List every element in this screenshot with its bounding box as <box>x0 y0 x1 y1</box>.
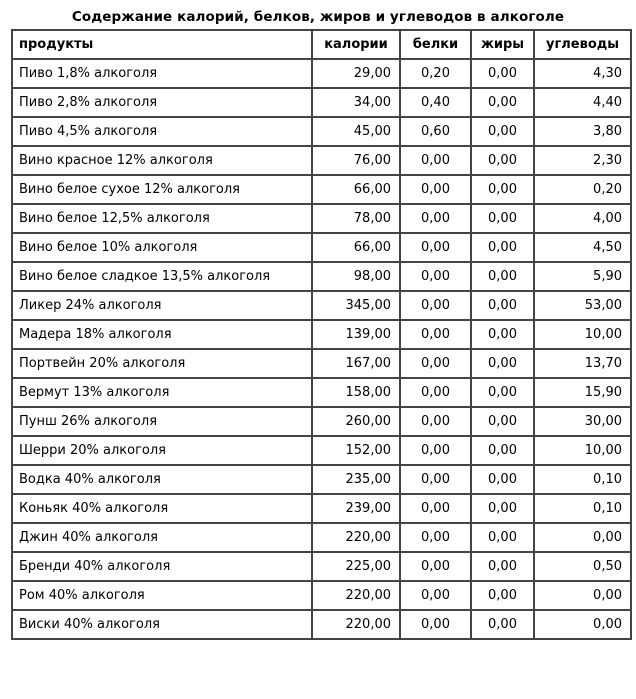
table-body <box>12 59 631 639</box>
table-row <box>12 175 631 204</box>
product-name-cell: Пунш 26% алкоголя <box>12 407 312 436</box>
product-name-cell: Вино белое сладкое 13,5% алкоголя <box>12 262 312 291</box>
table-row <box>12 146 631 175</box>
product-name-cell: Бренди 40% алкоголя <box>12 552 312 581</box>
product-name-cell: Вино красное 12% алкоголя <box>12 146 312 175</box>
product-name-cell: Ром 40% алкоголя <box>12 581 312 610</box>
table-row <box>12 320 631 349</box>
proteins-cell: 0,00 <box>400 552 471 581</box>
proteins-cell: 0,00 <box>400 291 471 320</box>
calories-cell: 220,00 <box>312 581 400 610</box>
carbs-cell: 0,10 <box>534 465 631 494</box>
proteins-cell: 0,00 <box>400 581 471 610</box>
fats-cell: 0,00 <box>471 349 534 378</box>
product-name-cell: Вино белое сухое 12% алкоголя <box>12 175 312 204</box>
fats-cell: 0,00 <box>471 262 534 291</box>
nutrition-table <box>11 29 632 640</box>
table-row <box>12 581 631 610</box>
calories-cell: 220,00 <box>312 523 400 552</box>
carbs-cell: 0,50 <box>534 552 631 581</box>
fats-cell: 0,00 <box>471 494 534 523</box>
proteins-cell: 0,00 <box>400 175 471 204</box>
table-row <box>12 262 631 291</box>
product-name-cell: Мадера 18% алкоголя <box>12 320 312 349</box>
fats-cell: 0,00 <box>471 233 534 262</box>
product-name-cell: Пиво 1,8% алкоголя <box>12 59 312 88</box>
product-name-cell: Пиво 2,8% алкоголя <box>12 88 312 117</box>
fats-cell: 0,00 <box>471 291 534 320</box>
proteins-cell: 0,00 <box>400 407 471 436</box>
carbs-cell: 4,30 <box>534 59 631 88</box>
fats-cell: 0,00 <box>471 146 534 175</box>
carbs-cell: 0,20 <box>534 175 631 204</box>
proteins-cell: 0,00 <box>400 494 471 523</box>
fats-cell: 0,00 <box>471 88 534 117</box>
carbs-cell: 15,90 <box>534 378 631 407</box>
fats-cell: 0,00 <box>471 378 534 407</box>
table-row <box>12 436 631 465</box>
table-row <box>12 117 631 146</box>
carbs-cell: 4,50 <box>534 233 631 262</box>
carbs-cell: 3,80 <box>534 117 631 146</box>
header-proteins: белки <box>400 30 471 59</box>
calories-cell: 167,00 <box>312 349 400 378</box>
fats-cell: 0,00 <box>471 523 534 552</box>
product-name-cell: Водка 40% алкоголя <box>12 465 312 494</box>
fats-cell: 0,00 <box>471 407 534 436</box>
calories-cell: 29,00 <box>312 59 400 88</box>
calories-cell: 345,00 <box>312 291 400 320</box>
product-name-cell: Портвейн 20% алкоголя <box>12 349 312 378</box>
carbs-cell: 2,30 <box>534 146 631 175</box>
product-name-cell: Ликер 24% алкоголя <box>12 291 312 320</box>
proteins-cell: 0,00 <box>400 262 471 291</box>
proteins-cell: 0,60 <box>400 117 471 146</box>
calories-cell: 78,00 <box>312 204 400 233</box>
table-title: Содержание калорий, белков, жиров и углеводов в алкоголе <box>71 9 565 25</box>
header-calories: калории <box>312 30 400 59</box>
proteins-cell: 0,00 <box>400 465 471 494</box>
proteins-cell: 0,00 <box>400 146 471 175</box>
table-row <box>12 610 631 639</box>
table-row <box>12 59 631 88</box>
product-name-cell: Вино белое 12,5% алкоголя <box>12 204 312 233</box>
fats-cell: 0,00 <box>471 59 534 88</box>
header-carbs: углеводы <box>534 30 631 59</box>
calories-cell: 225,00 <box>312 552 400 581</box>
fats-cell: 0,00 <box>471 436 534 465</box>
calories-cell: 45,00 <box>312 117 400 146</box>
proteins-cell: 0,00 <box>400 378 471 407</box>
table-row <box>12 349 631 378</box>
table-row <box>12 407 631 436</box>
carbs-cell: 0,00 <box>534 523 631 552</box>
calories-cell: 66,00 <box>312 175 400 204</box>
proteins-cell: 0,00 <box>400 523 471 552</box>
header-row <box>12 30 631 59</box>
carbs-cell: 0,10 <box>534 494 631 523</box>
fats-cell: 0,00 <box>471 320 534 349</box>
carbs-cell: 53,00 <box>534 291 631 320</box>
table-row <box>12 465 631 494</box>
carbs-cell: 0,00 <box>534 610 631 639</box>
proteins-cell: 0,00 <box>400 610 471 639</box>
fats-cell: 0,00 <box>471 204 534 233</box>
product-name-cell: Джин 40% алкоголя <box>12 523 312 552</box>
calories-cell: 220,00 <box>312 610 400 639</box>
fats-cell: 0,00 <box>471 117 534 146</box>
product-name-cell: Шерри 20% алкоголя <box>12 436 312 465</box>
calories-cell: 260,00 <box>312 407 400 436</box>
table-row <box>12 204 631 233</box>
carbs-cell: 4,00 <box>534 204 631 233</box>
calories-cell: 158,00 <box>312 378 400 407</box>
fats-cell: 0,00 <box>471 175 534 204</box>
calories-cell: 76,00 <box>312 146 400 175</box>
proteins-cell: 0,20 <box>400 59 471 88</box>
proteins-cell: 0,00 <box>400 233 471 262</box>
carbs-cell: 5,90 <box>534 262 631 291</box>
proteins-cell: 0,00 <box>400 320 471 349</box>
fats-cell: 0,00 <box>471 465 534 494</box>
fats-cell: 0,00 <box>471 610 534 639</box>
carbs-cell: 10,00 <box>534 436 631 465</box>
carbs-cell: 0,00 <box>534 581 631 610</box>
product-name-cell: Пиво 4,5% алкоголя <box>12 117 312 146</box>
carbs-cell: 30,00 <box>534 407 631 436</box>
product-name-cell: Коньяк 40% алкоголя <box>12 494 312 523</box>
calories-cell: 98,00 <box>312 262 400 291</box>
product-name-cell: Виски 40% алкоголя <box>12 610 312 639</box>
carbs-cell: 13,70 <box>534 349 631 378</box>
table-row <box>12 88 631 117</box>
product-name-cell: Вермут 13% алкоголя <box>12 378 312 407</box>
table-row <box>12 291 631 320</box>
table-row <box>12 378 631 407</box>
table-row <box>12 552 631 581</box>
fats-cell: 0,00 <box>471 581 534 610</box>
calories-cell: 139,00 <box>312 320 400 349</box>
calories-cell: 235,00 <box>312 465 400 494</box>
product-name-cell: Вино белое 10% алкоголя <box>12 233 312 262</box>
calories-cell: 239,00 <box>312 494 400 523</box>
calories-cell: 152,00 <box>312 436 400 465</box>
header-fats: жиры <box>471 30 534 59</box>
table-row <box>12 233 631 262</box>
proteins-cell: 0,00 <box>400 349 471 378</box>
proteins-cell: 0,00 <box>400 204 471 233</box>
calories-cell: 66,00 <box>312 233 400 262</box>
table-row <box>12 523 631 552</box>
proteins-cell: 0,40 <box>400 88 471 117</box>
carbs-cell: 4,40 <box>534 88 631 117</box>
carbs-cell: 10,00 <box>534 320 631 349</box>
calories-cell: 34,00 <box>312 88 400 117</box>
fats-cell: 0,00 <box>471 552 534 581</box>
table-row <box>12 494 631 523</box>
header-products: продукты <box>12 30 312 59</box>
proteins-cell: 0,00 <box>400 436 471 465</box>
